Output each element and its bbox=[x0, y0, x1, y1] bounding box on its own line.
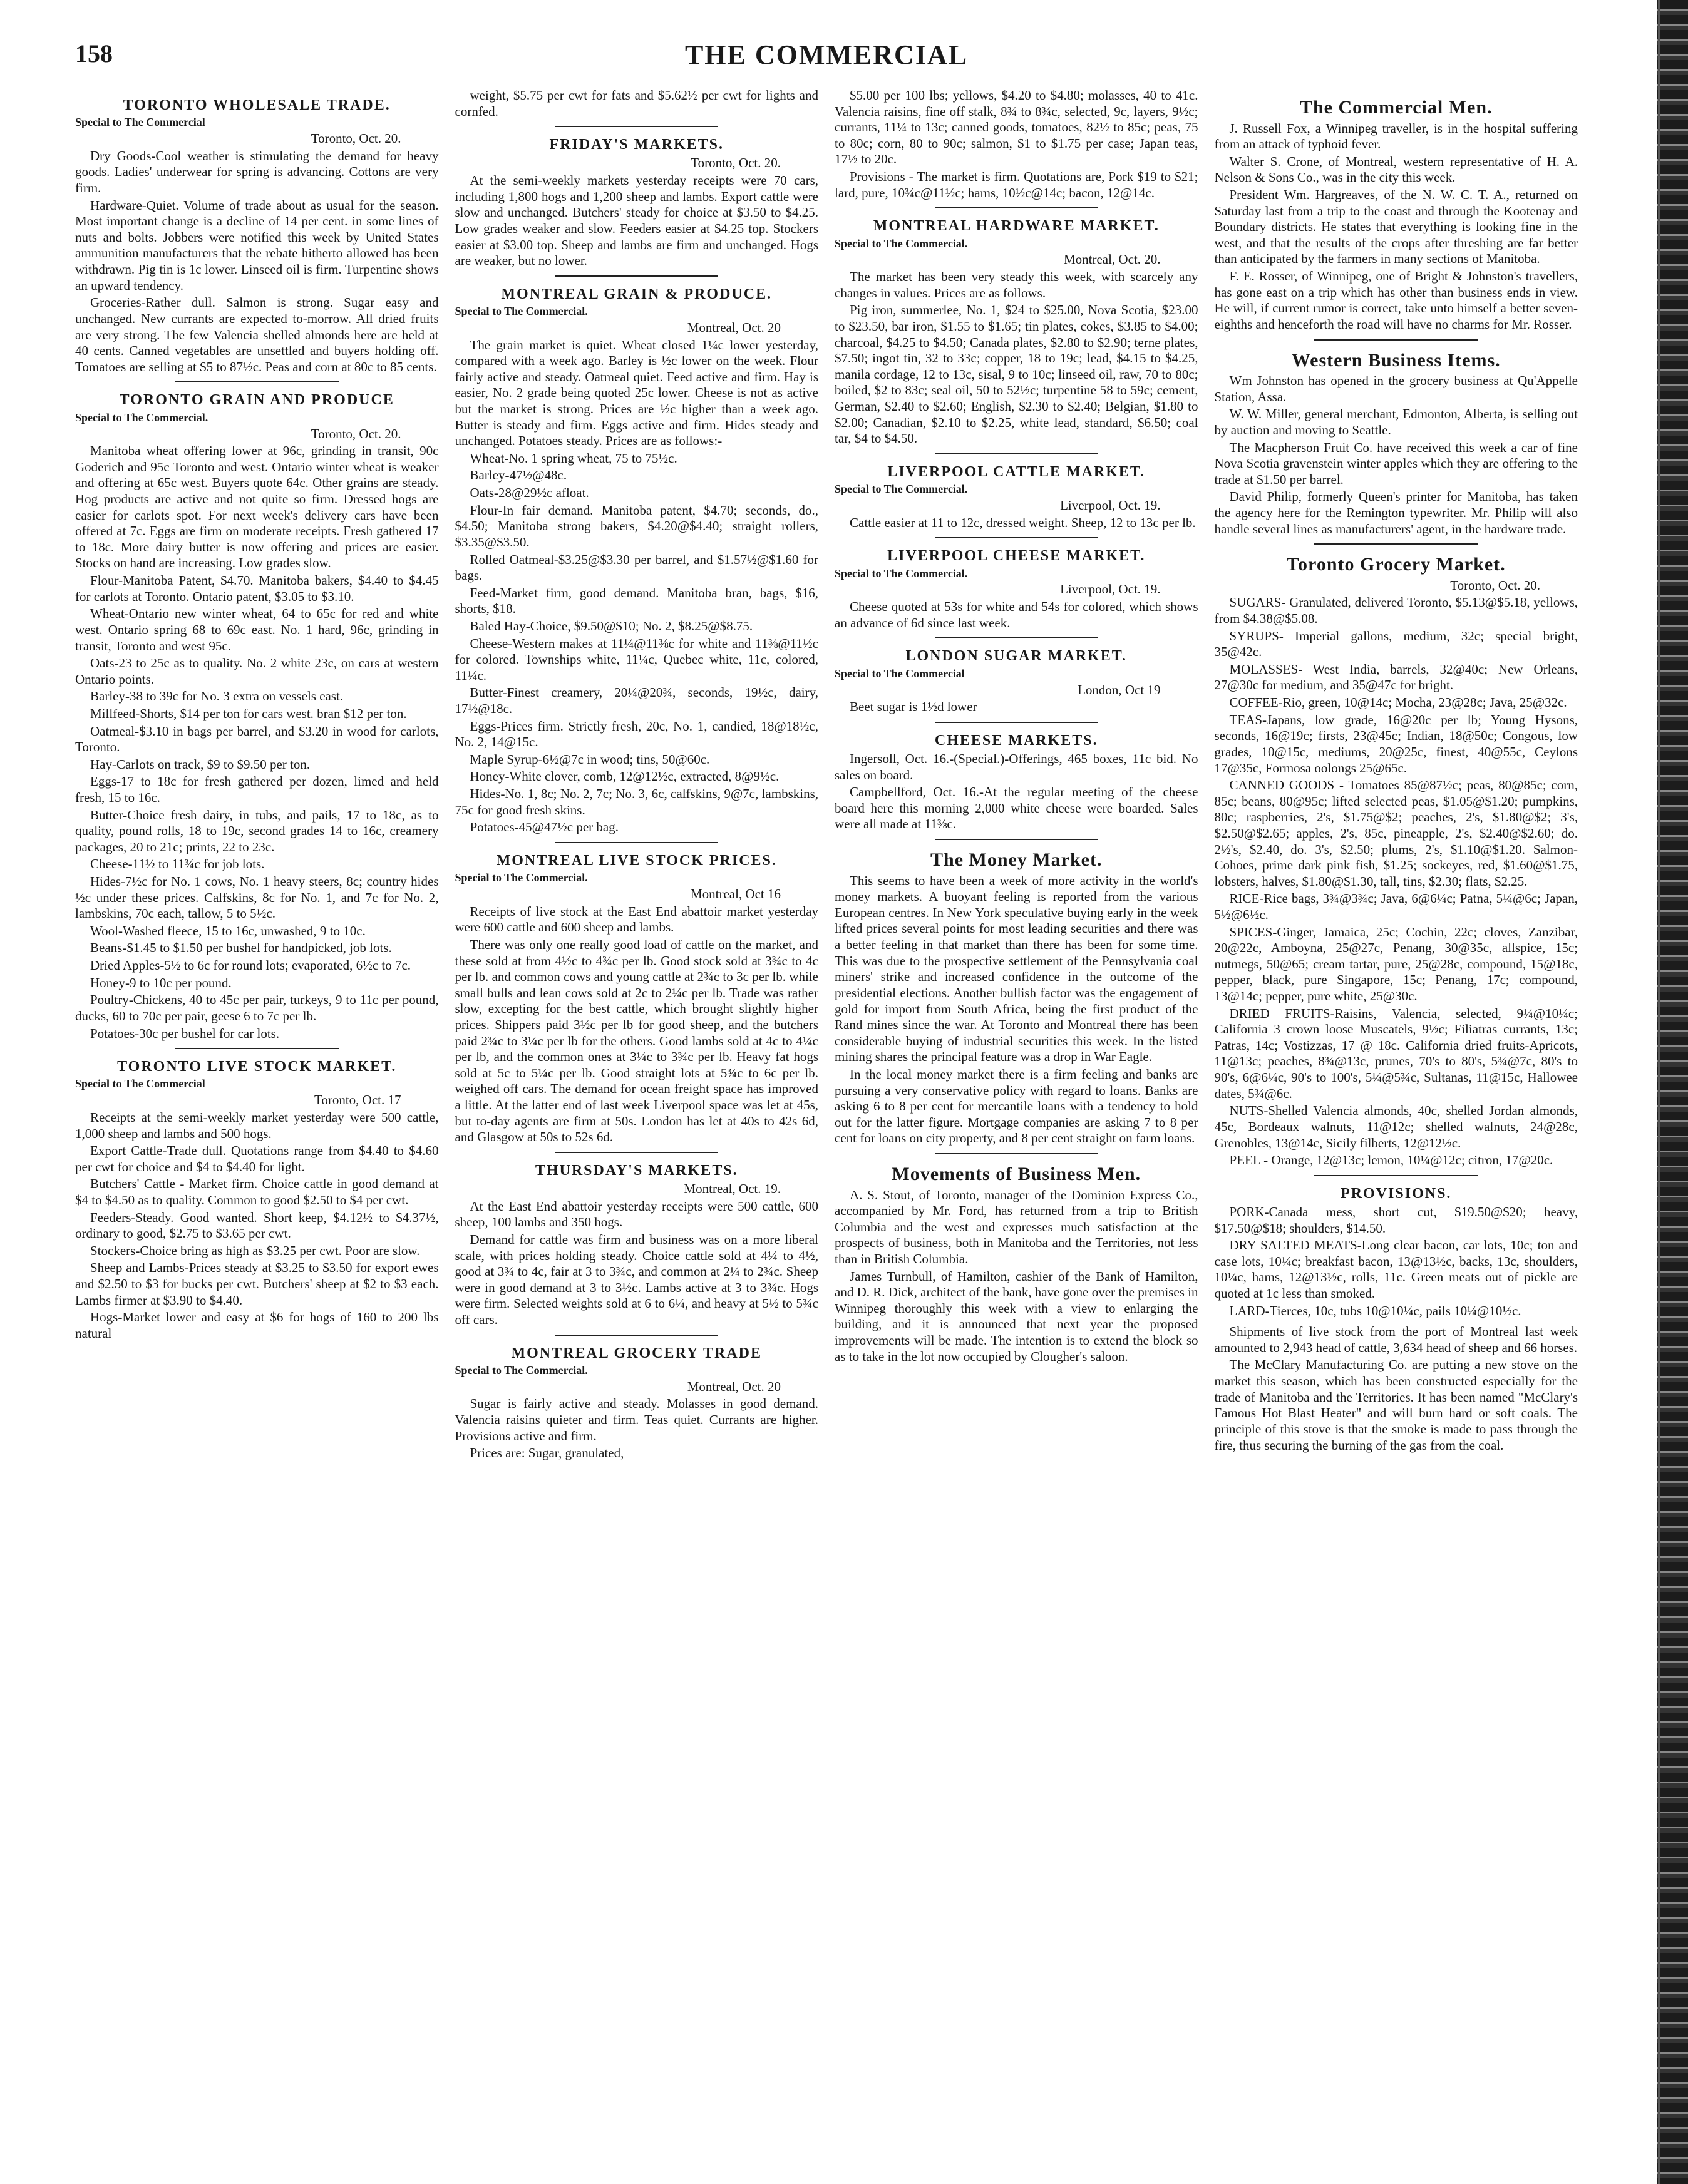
article-paragraph: Hay-Carlots on track, $9 to $9.50 per ton. bbox=[90, 756, 311, 772]
article-paragraph: PEEL - Orange, 12@13c; lemon, 10¼@12c; citron, 17@20c. bbox=[1229, 1152, 1553, 1168]
section-divider bbox=[935, 722, 1098, 723]
article-paragraph: weight, $5.75 per cwt for fats and $5.62½ per cwt for lights and cornfed. bbox=[455, 88, 818, 119]
page-edge-binding bbox=[1657, 0, 1688, 2184]
article-dateline: Montreal, Oct 16 bbox=[690, 886, 781, 902]
article-paragraph: Feed-Market firm, good demand. Manitoba bran, bags, $16, shorts, $18. bbox=[455, 585, 818, 617]
article bbox=[1215, 1324, 1578, 1453]
article-paragraph: TEAS-Japans, low grade, 16@20c per lb; Young Hysons, seconds, 16@19c; firsts, 23@45c; Indian, 18@50c; Congous, low grades, 10@15c, mediums, 20@25c, finest, 40@55c, Ceylons 17@35c, Formosa oolongs 25@65c. bbox=[1214, 712, 1578, 776]
article-headline: FRIDAY'S MARKETS. bbox=[549, 136, 724, 153]
article-dateline: Liverpool, Oct. 19. bbox=[1060, 498, 1161, 513]
article-dateline: Toronto, Oct. 20. bbox=[311, 426, 401, 441]
article-paragraph: SPICES-Ginger, Jamaica, 25c; Cochin, 22c; cloves, Zanzibar, 20@22c, Amboyna, 25@27c, Penang, 30@35c, allspice, 15c; nutmegs, 50@65; cream tartar, pure, 25@28c, compound, 15@18c, pepper, black, pure Singapore, 15c; Penang, 17c; compound, 13@14c; pepper, pure white, 25@30c. bbox=[1214, 924, 1578, 1004]
article bbox=[455, 1162, 819, 1328]
article-paragraph: Wool-Washed fleece, 15 to 16c, unwashed, 9 to 10c. bbox=[90, 923, 366, 938]
section-divider bbox=[935, 207, 1098, 208]
article-headline: LIVERPOOL CHEESE MARKET. bbox=[887, 548, 1146, 565]
article-paragraph: The McClary Manufacturing Co. are putting a new stove on the market this season, which has been constructed especially for the trade of Manitoba and the Territories. It has been named "McClary's Famous Hot Blast Heater" and will burn hard or soft coals. The principle of this stove is that the smoke is made to pass through the fire, thus securing the burning of the gas from the coal. bbox=[1214, 1357, 1578, 1453]
article bbox=[455, 136, 819, 269]
page-number: 158 bbox=[75, 39, 113, 68]
article bbox=[455, 88, 819, 120]
article-paragraph: Honey-White clover, comb, 12@12½c, extracted, 8@9½c. bbox=[470, 769, 780, 784]
article-paragraph: Export Cattle-Trade dull. Quotations range from $4.40 to $4.60 per cwt for choice and $4 to $4.40 for light. bbox=[75, 1143, 439, 1174]
article-paragraph: Oats-28@29½c afloat. bbox=[470, 485, 589, 501]
article-paragraph: CANNED GOODS - Tomatoes 85@87½c; peas, 80@85c; corn, 85c; beans, 80@95c; lifted selected peas, $1.05@$1.20; pumpkins, 80c; raspberries, 2's, $1.75@$2; peaches, 2's, $1.80@$2; 3's, $2.50@$2.65; apples, 2's, 85c, pineapple, 2's, $2.40@$2.60; do. 2½'s, $2.40, do. 3's, $2.50; plums, 2's, $1.10@$1.20. Salmon-Cohoes, prime dark pink fish, $1.25; sockeyes, red, $1.60@$1.75, lobsters, halves, $1.80@$1.30, tall, tins, $2.30; flats, $2.25. bbox=[1214, 777, 1578, 889]
section-divider bbox=[1314, 339, 1478, 341]
article-paragraph: W. W. Miller, general merchant, Edmonton, Alberta, is selling out by auction and moving to Seattle. bbox=[1214, 406, 1578, 438]
article-paragraph: Sugar is fairly active and steady. Molasses in good demand. Valencia raisins quieter and firm. Teas quiet. Currants are higher. Provisions active and firm. bbox=[455, 1396, 818, 1443]
section-divider bbox=[935, 1153, 1098, 1154]
article-dateline: Toronto, Oct. 20. bbox=[311, 131, 401, 146]
section-divider bbox=[175, 381, 339, 382]
article-paragraph: Poultry-Chickens, 40 to 45c per pair, turkeys, 9 to 11c per pound, ducks, 60 to 70c per pair, geese 6 to 7c per lb. bbox=[75, 992, 439, 1023]
article-credit: Special to The Commercial bbox=[75, 116, 205, 129]
article bbox=[835, 1163, 1198, 1365]
column-1 bbox=[75, 88, 439, 2166]
article-paragraph: David Philip, formerly Queen's printer for Manitoba, has taken the agency here for the Remington typewriter. Mr. Philip will also handle several lines as manufacturers' agent, in the hardware trade. bbox=[1214, 489, 1578, 536]
article-dateline: Liverpool, Oct. 19. bbox=[1060, 582, 1161, 597]
article-paragraph: Rolled Oatmeal-$3.25@$3.30 per barrel, and $1.57½@$1.60 for bags. bbox=[455, 551, 818, 583]
article-dateline: Montreal, Oct. 20 bbox=[687, 319, 781, 335]
article-paragraph: $5.00 per 100 lbs; yellows, $4.20 to $4.80; molasses, 40 to 41c. Valencia raisins, fine off stalk, 8¾ to 8¾c, selected, 9c, layers, 9½c; currants, 11¼ to 13c; canned goods, tomatoes, 82½ to 85c; peas, 75 to 80c; corn, 80 to 90c; salmon, $1 to $1.75 per case; Japan teas, 17½ to 20c. bbox=[835, 88, 1198, 167]
article-paragraph: The market has been very steady this week, with scarcely any changes in values. Prices are as follows. bbox=[835, 269, 1198, 300]
article-paragraph: Potatoes-30c per bushel for car lots. bbox=[90, 1025, 280, 1041]
article bbox=[835, 647, 1198, 715]
article-dateline: Toronto, Oct. 20. bbox=[1450, 577, 1540, 593]
article-dateline: Toronto, Oct. 17 bbox=[314, 1092, 401, 1108]
article-paragraph: COFFEE-Rio, green, 10@14c; Mocha, 23@28c; Java, 25@32c. bbox=[1229, 695, 1567, 710]
article-paragraph: At the semi-weekly markets yesterday receipts were 70 cars, including 1,800 hogs and 1,200 sheep and lambs. Export cattle were slow and unchanged. Butchers' steady for choice at $3.50 to $4.25. Low grades weaker and slow. Feeders easier at $4.25 top. Stockers easier at $3.00 top. Sheep and lambs are firm and unchanged. Hogs are weaker, but no lower. bbox=[455, 173, 818, 269]
article-paragraph: PORK-Canada mess, short cut, $19.50@$20; heavy, $17.50@$18; shoulders, $14.50. bbox=[1214, 1204, 1578, 1236]
article-paragraph: Baled Hay-Choice, $9.50@$10; No. 2, $8.25@$8.75. bbox=[470, 618, 753, 633]
article-paragraph: LARD-Tierces, 10c, tubs 10@10¼c, pails 10¼@10½c. bbox=[1229, 1303, 1521, 1318]
article-paragraph: At the East End abattoir yesterday receipts were 500 cattle, 600 sheep, 100 lambs and 350 hogs. bbox=[455, 1198, 818, 1230]
article bbox=[835, 463, 1198, 531]
article-paragraph: Hogs-Market lower and easy at $6 for hogs of 160 to 200 lbs natural bbox=[75, 1310, 439, 1341]
section-divider bbox=[555, 1335, 718, 1336]
article-paragraph: Feeders-Steady. Good wanted. Short keep, $4.12½ to $4.37½, ordinary to good, $2.75 to $3.65 per cwt. bbox=[75, 1209, 439, 1241]
article-paragraph: Eggs-Prices firm. Strictly fresh, 20c, No. 1, candied, 18@18½c, No. 2, 14@15c. bbox=[455, 718, 818, 750]
article-paragraph: There was only one really good load of cattle on the market, and these sold at from 4½c to 4¾c per lb. Good stock sold at 3¾c to 4c per lb. and common cows and young cattle at 2¾c to 3c per lb. while small bulls and lean cows sold at 2c to 2¼c per lb. Trade was rather slow, excepting for the best cattle, which brought slightly higher prices. Shippers paid 3½c per lb for good sheep, and the butchers paid 2¾c to 3¼c per lb for the others. Good lambs sold at 4c to 4¼c per lb, and the common ones at 3¼c to 3¾c per lb. Heavy fat hogs sold at 5c to 5¼c per lb. Good straight lots at 5¾c to 6c per lb. weighed off cars. The demand for ocean freight space has improved a little. At the latter end of last week Liverpool space was let at 45s, but to-day agents are firm at 50s. London has let at 40s to 42s 6d, and Glasgow at 50s to 52s 6d. bbox=[455, 936, 818, 1145]
article-paragraph: RICE-Rice bags, 3¾@3¾c; Java, 6@6¼c; Patna, 5¼@6c; Japan, 5½@6½c. bbox=[1214, 891, 1578, 922]
article-paragraph: Sheep and Lambs-Prices steady at $3.25 to $3.50 for export ewes and $2.50 to $3 for bucks per cwt. Butchers' sheep at $2 to $3 each. Lambs firmer at $3.90 to $4.40. bbox=[75, 1260, 439, 1308]
section-divider bbox=[555, 1152, 718, 1153]
newspaper-columns bbox=[75, 88, 1578, 2166]
article-headline: PROVISIONS. bbox=[1341, 1185, 1452, 1202]
section-divider bbox=[935, 537, 1098, 538]
article-dateline: Montreal, Oct. 20. bbox=[1063, 252, 1161, 267]
article-paragraph: Honey-9 to 10c per pound. bbox=[90, 975, 232, 990]
article-paragraph: Receipts of live stock at the East End abattoir market yesterday were 600 cattle and 600 sheep and lambs. bbox=[455, 903, 818, 935]
article-headline: Toronto Grocery Market. bbox=[1286, 554, 1506, 575]
article-paragraph: Dry Goods-Cool weather is stimulating the demand for heavy goods. Ladies' underwear for spring is advancing. Cottons are very firm. bbox=[75, 148, 439, 196]
article-headline: MONTREAL GRAIN & PRODUCE. bbox=[501, 285, 773, 302]
article-paragraph: Manitoba wheat offering lower at 96c, grinding in transit, 90c Goderich and 95c Toronto and west. Ontario winter wheat is weaker and offering at 65c west. Buyers quote 64c. Other grains are steady. Hog products are active and not quite so firm. Dressed hogs are easier for carlots spot. For next week's delivery cars have been offered at 7c. Eggs are firm on moderate receipts. Fresh gathered 17 to 18c. More dairy butter is now offering and prices are easier. Stocks on hand are increasing. Low grades slow. bbox=[75, 443, 439, 571]
article-paragraph: The grain market is quiet. Wheat closed 1¼c lower yesterday, compared with a week ago. Barley is ½c lower on the week. Flour fairly active and steady. Oatmeal quiet. Feed active and firm. Hay is easier, No. 2 grade being quoted 25c lower. Cheese is not as active but the market is strong. Prices are ½c higher than a week ago. Butter is steady and firm. Eggs active and firm. Hides steady and unchanged. Potatoes steady. Prices are as follows:- bbox=[455, 337, 818, 449]
article bbox=[455, 1345, 819, 1462]
article-paragraph: Ingersoll, Oct. 16.-(Special.)-Offerings, 465 boxes, 11c bid. No sales on board. bbox=[835, 751, 1198, 782]
article-paragraph: Potatoes-45@47½c per bag. bbox=[470, 819, 619, 835]
section-divider bbox=[935, 453, 1098, 454]
article-paragraph: Prices are: Sugar, granulated, bbox=[470, 1445, 624, 1461]
article-dateline: London, Oct 19 bbox=[1078, 682, 1161, 697]
article-headline: TORONTO LIVE STOCK MARKET. bbox=[117, 1059, 397, 1075]
article bbox=[835, 217, 1198, 447]
article bbox=[1215, 349, 1578, 538]
section-divider bbox=[555, 275, 718, 277]
article-paragraph: F. E. Rosser, of Winnipeg, one of Bright & Johnston's travellers, has gone east on a trip which has other than business ends in view. He will, if current rumor is correct, take unto himself a better seven-eighths and henceforth the road will have no charms for Mr. Rosser. bbox=[1214, 269, 1578, 332]
article-paragraph: Barley-47½@48c. bbox=[470, 468, 567, 483]
article-paragraph: Demand for cattle was firm and business was on a more liberal scale, with prices holding steady. Choice cattle sold at 4¼ to 4½, good at 3¾ to 4c, fair at 3 to 3¾c, and common at 2¼ to 2¾c. Sheep were in good demand at 3 to 3½c. Lambs active at 3 to 3¾c. Hogs were firm. Selected weights sold at 6 to 6¼, and heavy at 5½ to 5¾c off cars. bbox=[455, 1231, 818, 1327]
article-paragraph: Shipments of live stock from the port of Montreal last week amounted to 2,943 head of cattle, 3,634 head of sheep and 66 horses. bbox=[1214, 1324, 1578, 1355]
article bbox=[835, 88, 1198, 201]
column-4 bbox=[1215, 88, 1578, 2166]
article bbox=[75, 391, 439, 1042]
article-headline: MONTREAL LIVE STOCK PRICES. bbox=[496, 852, 777, 869]
article-credit: Special to The Commercial bbox=[75, 1077, 205, 1090]
article-paragraph: Flour-In fair demand. Manitoba patent, $4.70; seconds, do., $4.50; Manitoba strong bakers, $4.20@$4.40; straight rollers, $3.35@$3.50. bbox=[455, 502, 818, 550]
article bbox=[455, 285, 819, 836]
article-paragraph: Pig iron, summerlee, No. 1, $24 to $25.00, Nova Scotia, $23.00 to $23.50, bar iron, $1.55 to $1.65; tin plates, cokes, $3.85 to $4.00; charcoal, $4.25 to $4.50; Canada plates, $2.80 to $2.90; terne plates, $7.50; ingot tin, 32 to 33c; copper, 18 to 19c; lead, $4.15 to $4.25, manila cordage, 12 to 13c, sisal, 9 to 10c; linseed oil, raw, 70 to 80c; boiled, $2 to 83c; seal oil, 50 to 52½c; turpentine 58 to 59c; cement, German, $2.40 to $2.60; English, $2.30 to $2.40; Belgian, $1.80 to $2.00; Canadian, $2.10 to $2.25, white lead, standard, $6.50; coal tar, $4 to $4.50. bbox=[835, 302, 1198, 446]
article-paragraph: SYRUPS- Imperial gallons, medium, 32c; special bright, 35@42c. bbox=[1214, 628, 1578, 660]
article-headline: LONDON SUGAR MARKET. bbox=[905, 648, 1128, 665]
article-headline: THURSDAY'S MARKETS. bbox=[535, 1162, 738, 1179]
column-2 bbox=[455, 88, 819, 2166]
article-paragraph: This seems to have been a week of more activity in the world's money markets. A buoyant feeling is reported from the various European centres. In New York speculative buying early in the week lifted prices several points for most leading securities and there was a better feeling in that market than there has been for some time. This was due to the prospective settlement of the Pennsylvania coal miners' strike and increased confidence in the outcome of the presidential elections. Another bullish factor was the engagement of gold for import from South Africa, being the first product of the Rand mines since the war. At Toronto and Montreal there has been considerable buying of industrial securities this week. In the listed mining shares the principal feature was a drop in War Eagle. bbox=[835, 873, 1198, 1065]
article-paragraph: Wheat-Ontario new winter wheat, 64 to 65c for red and white west. Ontario spring 68 to 69c east. No. 1 hard, 96c, grinding in transit, Toronto and west 95c. bbox=[75, 606, 439, 654]
article-credit: Special to The Commercial bbox=[835, 667, 965, 680]
article-paragraph: Hides-No. 1, 8c; No. 2, 7c; No. 3, 6c, calfskins, 9@7c, lambskins, 75c for good fresh skins. bbox=[455, 786, 818, 818]
article-paragraph: Maple Syrup-6½@7c in wood; tins, 50@60c. bbox=[470, 751, 710, 767]
article-credit: Special to The Commercial. bbox=[455, 871, 588, 884]
article bbox=[1215, 553, 1578, 1169]
article-paragraph: Dried Apples-5½ to 6c for round lots; evaporated, 6½c to 7c. bbox=[90, 958, 411, 973]
article-paragraph: Cheese-11½ to 11¾c for job lots. bbox=[90, 856, 265, 872]
article-paragraph: A. S. Stout, of Toronto, manager of the Dominion Express Co., accompanied by Mr. Ford, has returned from a trip to British Columbia and the west and expresses much satisfaction at the prospects of business, both in Manitoba and the Territories, not less than in British Columbia. bbox=[835, 1187, 1198, 1267]
article-headline: MONTREAL GROCERY TRADE bbox=[511, 1345, 763, 1361]
article-paragraph: Hides-7½c for No. 1 cows, No. 1 heavy steers, 8c; country hides ½c under these prices. Calfskins, 8c for No. 1, and 7c for No. 2, lambskins, 70c each, tallow, 5 to 5½c. bbox=[75, 874, 439, 921]
article-paragraph: Cattle easier at 11 to 12c, dressed weight. Sheep, 12 to 13c per lb. bbox=[850, 515, 1196, 530]
article-paragraph: Cheese-Western makes at 11¼@11⅜c for white and 11⅜@11½c for colored. Townships white, 11¼c, Quebec white, 11c, colored, 11¼c. bbox=[455, 635, 818, 683]
article-paragraph: In the local money market there is a firm feeling and banks are pursuing a very conservative policy with regard to loans. Banks are asking 6 to 8 per cent for mercantile loans with a tendency to hold out for the latter figure. Mortgage companies are asking 7 to 8 per cent for loans on city property, and 8 per cent straight on farm loans. bbox=[835, 1066, 1198, 1146]
article-paragraph: DRY SALTED MEATS-Long clear bacon, car lots, 10c; ton and case lots, 10¼c; breakfast bacon, 13@13½c, backs, 13c, shoulders, 10¼c, hams, 12@13½c, rolls, 11c. Green meats out of pickle are quoted at 1c less than smoked. bbox=[1214, 1238, 1578, 1301]
article-paragraph: Barley-38 to 39c for No. 3 extra on vessels east. bbox=[90, 689, 344, 704]
article-paragraph: Millfeed-Shorts, $14 per ton for cars west. bran $12 per ton. bbox=[90, 705, 407, 721]
article bbox=[75, 96, 439, 375]
section-divider bbox=[1314, 1175, 1478, 1176]
article-paragraph: James Turnbull, of Hamilton, cashier of the Bank of Hamilton, and D. R. Dick, architect of the bank, have gone over the premises in Winnipeg thoroughly this week with a view to enlarging the building, and it is announced that next year the proposed improvements will be made. The intention is to extend the block so as to take in the lot now occupied by Clougher's saloon. bbox=[835, 1268, 1198, 1364]
article-credit: Special to The Commercial. bbox=[835, 567, 968, 580]
article-paragraph: Beans-$1.45 to $1.50 per bushel for handpicked, job lots. bbox=[90, 940, 392, 956]
column-3 bbox=[835, 88, 1198, 2166]
article-credit: Special to The Commercial. bbox=[835, 483, 968, 496]
article-paragraph: Wm Johnston has opened in the grocery business at Qu'Appelle Station, Assa. bbox=[1214, 373, 1578, 404]
article-paragraph: Campbellford, Oct. 16.-At the regular meeting of the cheese board here this morning 2,000 white cheese were boarded. Sales were all made at 11⅜c. bbox=[835, 784, 1198, 832]
page-edge-line bbox=[1658, 0, 1660, 2184]
article-paragraph: J. Russell Fox, a Winnipeg traveller, is in the hospital suffering from an attack of typhoid fever. bbox=[1214, 120, 1578, 152]
article-credit: Special to The Commercial. bbox=[455, 305, 588, 318]
article-headline: TORONTO GRAIN AND PRODUCE bbox=[119, 392, 394, 409]
article-dateline: Toronto, Oct. 20. bbox=[691, 155, 781, 171]
article bbox=[1215, 1185, 1578, 1320]
masthead-title: THE COMMERCIAL bbox=[684, 39, 969, 70]
article-paragraph: SUGARS- Granulated, delivered Toronto, $5.13@$5.18, yellows, from $4.38@$5.08. bbox=[1214, 595, 1578, 627]
article-paragraph: Eggs-17 to 18c for fresh gathered per dozen, limed and held fresh, 15 to 16c. bbox=[75, 774, 439, 805]
article-paragraph: Butter-Choice fresh dairy, in tubs, and pails, 17 to 18c, as to quality, pound rolls, 18 to 19c, second grades 14 to 16c, creamery packages, 20 to 21c; prints, 22 to 23c. bbox=[75, 807, 439, 854]
article-paragraph: The Macpherson Fruit Co. have received this week a car of fine Nova Scotia gravenstein winter apples which they are offering to the trade at $1.50 per barrel. bbox=[1214, 439, 1578, 487]
section-divider bbox=[555, 842, 718, 843]
section-divider bbox=[175, 1048, 339, 1049]
article-paragraph: Cheese quoted at 53s for white and 54s for colored, which shows an advance of 6d since last week. bbox=[835, 599, 1198, 630]
article bbox=[1215, 96, 1578, 333]
article-paragraph: President Wm. Hargreaves, of the N. W. C. T. A., returned on Saturday last from a trip to the coast and through the Kootenay and Boundary districts. He states that everything is looking fine in the west, and that the results of the crops after threshing are far better than anticipated by the farmers in many sections of Manitoba. bbox=[1214, 187, 1578, 267]
article-headline: The Money Market. bbox=[930, 849, 1103, 871]
article-dateline: Montreal, Oct. 19. bbox=[684, 1181, 781, 1197]
article-headline: CHEESE MARKETS. bbox=[934, 732, 1098, 749]
article-paragraph: Receipts at the semi-weekly market yesterday were 500 cattle, 1,000 sheep and lambs and 500 hogs. bbox=[75, 1109, 439, 1141]
article-paragraph: Beet sugar is 1½d lower bbox=[850, 699, 977, 715]
article-paragraph: Oats-23 to 25c as to quality. No. 2 white 23c, on cars at western Ontario points. bbox=[75, 655, 439, 687]
section-divider bbox=[555, 126, 718, 127]
article-headline: The Commercial Men. bbox=[1299, 97, 1493, 118]
article-paragraph: MOLASSES- West India, barrels, 32@40c; New Orleans, 27@30c for medium, and 35@47c for bright. bbox=[1214, 661, 1578, 693]
section-divider bbox=[935, 637, 1098, 638]
section-divider bbox=[935, 839, 1098, 840]
article-credit: Special to The Commercial. bbox=[835, 237, 968, 250]
article-paragraph: Oatmeal-$3.10 in bags per barrel, and $3.20 in wood for carlots, Toronto. bbox=[75, 723, 439, 755]
article-paragraph: Wheat-No. 1 spring wheat, 75 to 75½c. bbox=[470, 450, 677, 466]
article-paragraph: Flour-Manitoba Patent, $4.70. Manitoba bakers, $4.40 to $4.45 for carlots at Toronto. Ontario patent, $3.05 to $3.10. bbox=[75, 573, 439, 604]
article-paragraph: Walter S. Crone, of Montreal, western representative of H. A. Nelson & Sons Co., was in the city this week. bbox=[1214, 153, 1578, 185]
section-divider bbox=[1314, 543, 1478, 545]
article-headline: LIVERPOOL CATTLE MARKET. bbox=[887, 463, 1146, 480]
article-headline: TORONTO WHOLESALE TRADE. bbox=[123, 97, 391, 113]
article-headline: Western Business Items. bbox=[1291, 349, 1501, 371]
page-header bbox=[75, 39, 1578, 76]
article-paragraph: DRIED FRUITS-Raisins, Valencia, selected, 9¼@10¼c; California 3 crown loose Muscatels, 9½c; Filiatras currants, 13c; Patras, 14c; Vostizzas, 17 @ 18c. California dried fruits-Apricots, 11@13c; peaches, 8¾@13c, prunes, 70's to 80's, 5¾@7c, 80's to 90's, 6@6¼c, 90's to 100's, 5¼@5¾c, Sultanas, 11@15c, Hallowee dates, 5¾@6c. bbox=[1214, 1005, 1578, 1101]
article-paragraph: Groceries-Rather dull. Salmon is strong. Sugar easy and unchanged. New currants are expected to-morrow. All dried fruits are very strong. The few Valencia shelled almonds here are held at 40 cents. Canned vegetables are unsettled and buyers holding off. Tomatoes are selling at $5 to 87½c. Peas and corn at 80c to 85 cents. bbox=[75, 295, 439, 374]
article-paragraph: Butter-Finest creamery, 20¼@20¾, seconds, 19½c, dairy, 17½@18c. bbox=[455, 685, 818, 716]
article-credit: Special to The Commercial. bbox=[75, 411, 208, 424]
article bbox=[835, 547, 1198, 631]
article-paragraph: Stockers-Choice bring as high as $3.25 per cwt. Poor are slow. bbox=[90, 1243, 420, 1258]
article-paragraph: Provisions - The market is firm. Quotations are, Pork $19 to $21; lard, pure, 10¾c@11½c; hams, 10½c@14c; bacon, 12@14c. bbox=[835, 169, 1198, 200]
article bbox=[835, 732, 1198, 833]
article-headline: MONTREAL HARDWARE MARKET. bbox=[873, 218, 1160, 235]
article bbox=[835, 849, 1198, 1147]
article bbox=[75, 1058, 439, 1341]
article-dateline: Montreal, Oct. 20 bbox=[687, 1378, 781, 1394]
article-credit: Special to The Commercial. bbox=[455, 1363, 588, 1377]
article-paragraph: NUTS-Shelled Valencia almonds, 40c, shelled Jordan almonds, 45c, Bordeaux walnuts, 11@12c; shelled walnuts, 24@28c, Grenobles, 13@14c, Sicily filberts, 12@12½c. bbox=[1214, 1103, 1578, 1151]
article-paragraph: Butchers' Cattle - Market firm. Choice cattle in good demand at $4 to $4.50 as to quality. Common to good $2.50 to $4 per cwt. bbox=[75, 1176, 439, 1207]
article-paragraph: Hardware-Quiet. Volume of trade about as usual for the season. Most important change is a decline of 14 per cent. in some lines of nuts and bolts. Jobbers were notified this week by United States ammunition manufacturers that the rebate hitherto allowed has been withdrawn. Pig tin is 1c lower. Linseed oil is firm. Turpentine shows an upward tendency. bbox=[75, 197, 439, 293]
article bbox=[455, 852, 819, 1146]
article-headline: Movements of Business Men. bbox=[892, 1163, 1141, 1184]
